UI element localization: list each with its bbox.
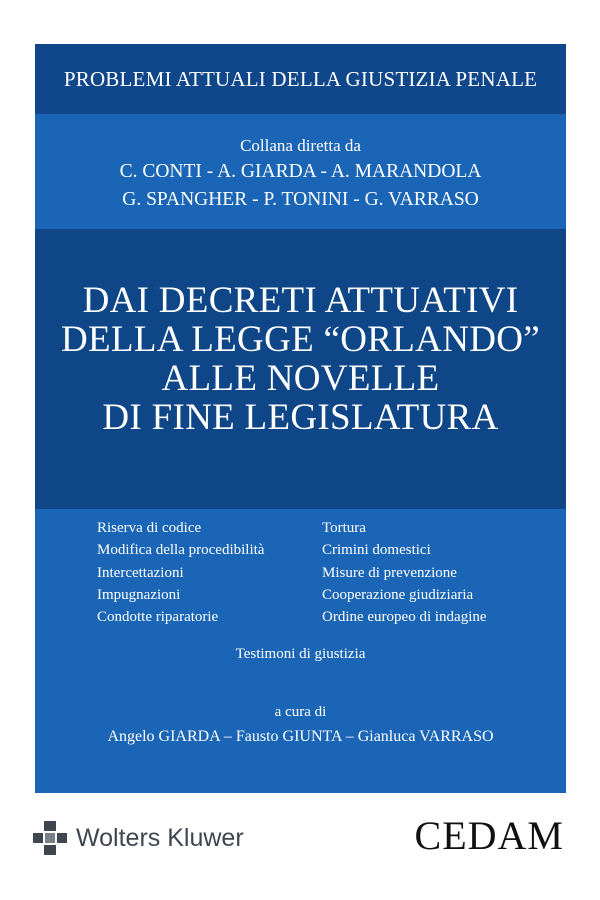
topic-right-4: Cooperazione giudiziaria	[322, 587, 474, 603]
curators-intro: a cura di	[274, 704, 327, 720]
topic-left-1: Riserva di codice	[97, 520, 202, 536]
curators-names: Angelo GIARDA – Fausto GIUNTA – Gianluca VARRASO	[107, 728, 494, 745]
book-title-line-4: DI FINE LEGISLATURA	[102, 397, 499, 438]
topic-center: Testimoni di giustizia	[235, 646, 366, 662]
publisher-logo	[32, 820, 244, 856]
editors-line-1: C. CONTI - A. GIARDA - A. MARANDOLA	[119, 161, 482, 182]
topic-right-2: Crimini domestici	[322, 542, 431, 558]
book-title-line-2: DELLA LEGGE “ORLANDO”	[61, 319, 540, 360]
editors-intro: Collana diretta da	[240, 136, 361, 155]
topic-right-3: Misure di prevenzione	[322, 565, 457, 581]
imprint-name: CEDAM	[414, 813, 564, 858]
series-title: PROBLEMI ATTUALI DELLA GIUSTIZIA PENALE	[63, 66, 538, 91]
topic-right-5: Ordine europeo di indagine	[322, 609, 487, 625]
book-cover	[35, 44, 566, 793]
topic-left-3: Intercettazioni	[97, 565, 184, 581]
series-band	[35, 44, 566, 114]
topic-left-2: Modifica della procedibilità	[97, 542, 265, 558]
editors-line-2: G. SPANGHER - P. TONINI - G. VARRASO	[122, 189, 479, 210]
editors-band	[35, 114, 566, 229]
book-title-line-3: ALLE NOVELLE	[161, 358, 440, 399]
title-band	[35, 229, 566, 549]
topics-band	[35, 509, 566, 793]
topic-left-5: Condotte riparatorie	[97, 609, 219, 625]
book-title-line-1: DAI DECRETI ATTUATIVI	[82, 280, 519, 321]
topic-right-1: Tortura	[322, 520, 366, 536]
wolters-kluwer-logo-icon	[32, 820, 68, 856]
publisher-name: Wolters Kluwer	[76, 823, 244, 852]
topic-left-4: Impugnazioni	[97, 587, 181, 603]
